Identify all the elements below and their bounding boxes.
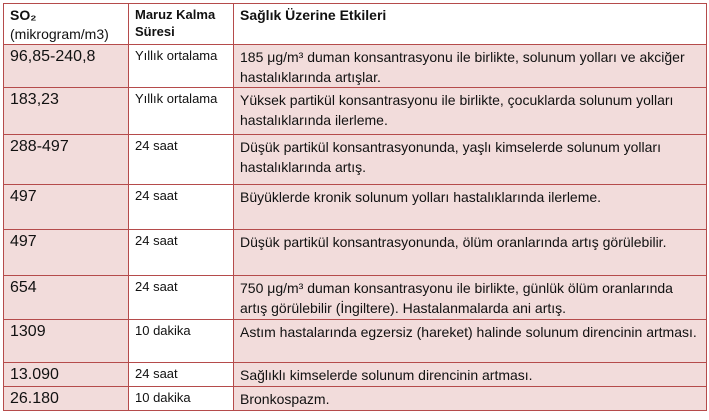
header-duration: Maruz Kalma Süresi (129, 4, 234, 45)
cell-so2: 26.180 (4, 387, 129, 411)
cell-so2: 183,23 (4, 88, 129, 135)
cell-effect: Düşük partikül konsantrasyonunda, yaşlı kimselerde solunum yolları hastalıklarında artış. (234, 135, 707, 185)
so2-effects-table-container (3, 3, 706, 411)
table-row (4, 230, 707, 276)
cell-duration: 24 saat (129, 135, 234, 185)
cell-duration: 10 dakika (129, 320, 234, 363)
cell-duration: 24 saat (129, 363, 234, 387)
cell-duration: Yıllık ortalama (129, 45, 234, 88)
cell-duration: Yıllık ortalama (129, 88, 234, 135)
header-so2-unit: (mikrogram/m3) (10, 26, 109, 42)
cell-effect: Büyüklerde kronik solunum yolları hastalıklarında ilerleme. (234, 185, 707, 230)
table-row (4, 185, 707, 230)
cell-duration: 10 dakika (129, 387, 234, 411)
cell-effect: 750 μg/m³ duman konsantrasyonu ile birlikte, günlük ölüm oranlarında artış görülebilir (İngiltere). Hastalanmalarda ani artış. (234, 276, 707, 320)
cell-so2: 497 (4, 185, 129, 230)
cell-effect: Sağlıklı kimselerde solunum direncinin artması. (234, 363, 707, 387)
cell-so2: 1309 (4, 320, 129, 363)
table-row (4, 88, 707, 135)
cell-effect: Yüksek partikül konsantrasyonu ile birlikte, çocuklarda solunum yolları hastalıklarında ilerleme. (234, 88, 707, 135)
header-so2 (4, 4, 129, 45)
table-row (4, 45, 707, 88)
header-so2-label: SO₂ (10, 7, 37, 23)
table-row (4, 276, 707, 320)
cell-effect: 185 μg/m³ duman konsantrasyonu ile birlikte, solunum yolları ve akciğer hastalıklarında artışlar. (234, 45, 707, 88)
table-row (4, 387, 707, 411)
table-row (4, 320, 707, 363)
cell-so2: 13.090 (4, 363, 129, 387)
cell-effect: Bronkospazm. (234, 387, 707, 411)
table-row (4, 135, 707, 185)
cell-duration: 24 saat (129, 276, 234, 320)
cell-duration: 24 saat (129, 230, 234, 276)
cell-effect: Düşük partikül konsantrasyonunda, ölüm oranlarında artış görülebilir. (234, 230, 707, 276)
cell-so2: 96,85-240,8 (4, 45, 129, 88)
table-row (4, 363, 707, 387)
cell-duration: 24 saat (129, 185, 234, 230)
header-row (4, 4, 707, 45)
so2-effects-table (3, 3, 707, 411)
cell-so2: 654 (4, 276, 129, 320)
cell-so2: 288-497 (4, 135, 129, 185)
cell-so2: 497 (4, 230, 129, 276)
header-effects: Sağlık Üzerine Etkileri (234, 4, 707, 45)
cell-effect: Astım hastalarında egzersiz (hareket) halinde solunum direncinin artması. (234, 320, 707, 363)
